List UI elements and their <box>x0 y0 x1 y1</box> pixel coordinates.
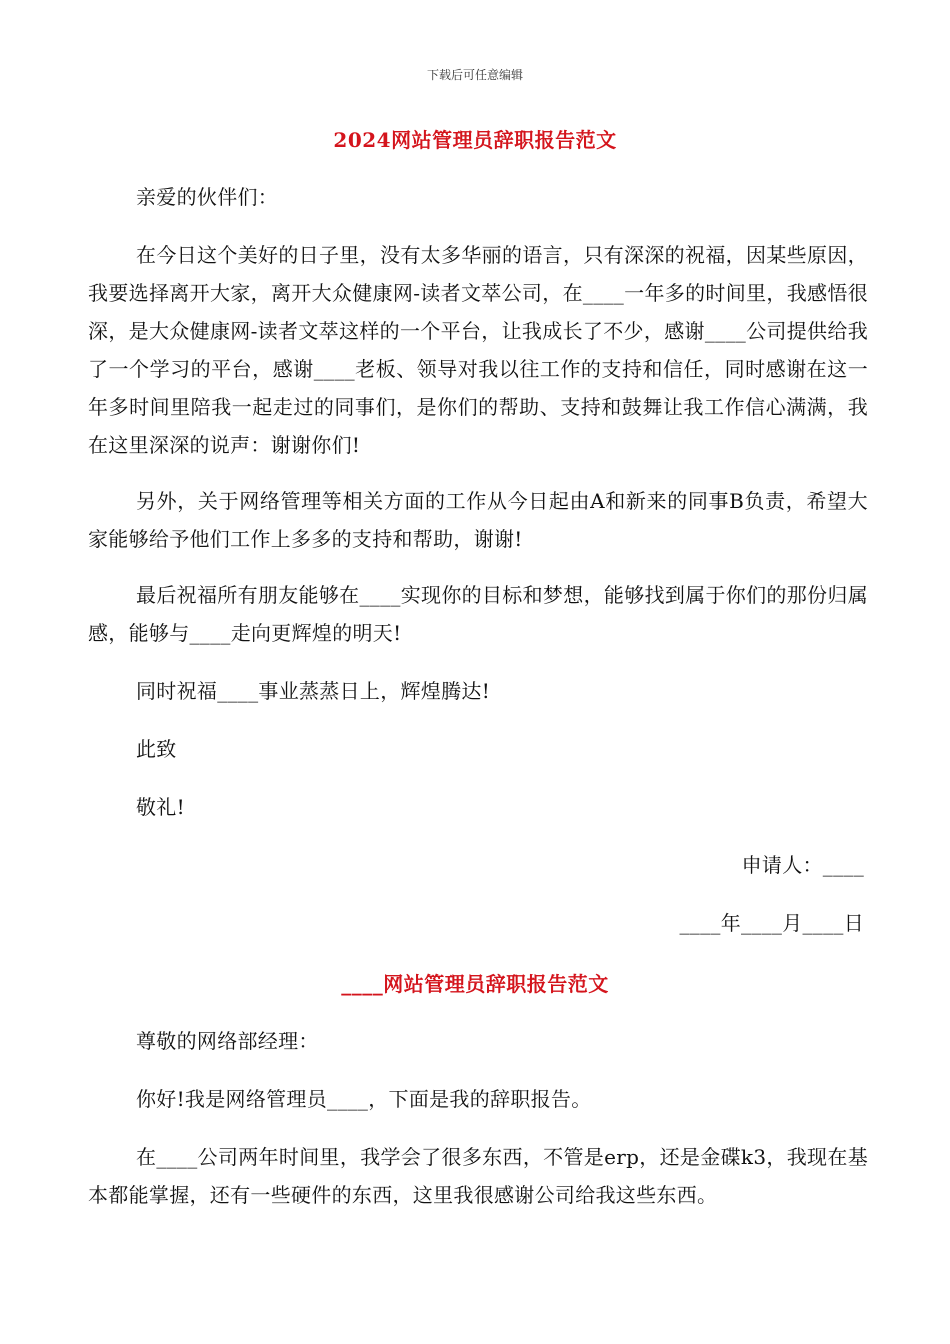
doc1-paragraph-2: 另外，关于网络管理等相关方面的工作从今日起由A和新来的同事B负责，希望大家能够给予他们工作上多多的支持和帮助，谢谢! <box>88 489 868 551</box>
doc1-paragraph-1: 在今日这个美好的日子里，没有太多华丽的语言，只有深深的祝福，因某些原因，我要选择离开大家，离开大众健康网-读者文萃公司，在____一年多的时间里，我感悟很深，是大众健康网-读者文萃这样的一个平台，让我成长了不少，感谢____公司提供给我了一个学习的平台，感谢____老板、领导对我以往工作的支持和信任，同时感谢在这一年多时间里陪我一起走过的同事们，是你们的帮助、支持和鼓舞让我工作信心满满，我在这里深深的说声：谢谢你们! <box>88 243 868 457</box>
header-note: 下载后可任意编辑 <box>426 68 523 82</box>
doc1-salutation: 亲爱的伙伴们： <box>136 185 279 209</box>
doc1-date: ____年____月____日 <box>679 911 864 935</box>
doc2-paragraph-1: 你好!我是网络管理员____，下面是我的辞职报告。 <box>136 1087 592 1111</box>
doc1-paragraph-3: 最后祝福所有朋友能够在____实现你的目标和梦想，能够找到属于你们的那份归属感，能够与____走向更辉煌的明天! <box>88 583 868 645</box>
doc1-applicant: 申请人：____ <box>741 853 864 877</box>
doc2-paragraph-2: 在____公司两年时间里，我学会了很多东西，不管是erp，还是金碟k3，我现在基本都能掌握，还有一些硬件的东西，这里我很感谢公司给我这些东西。 <box>88 1145 868 1207</box>
doc1-closing-2: 敬礼! <box>136 795 185 819</box>
doc1-paragraph-4: 同时祝福____事业蒸蒸日上，辉煌腾达! <box>136 679 491 703</box>
doc1-title: 2024网站管理员辞职报告范文 <box>333 128 617 152</box>
doc2-title: ____网站管理员辞职报告范文 <box>341 972 609 996</box>
doc1-closing-1: 此致 <box>136 737 177 761</box>
doc2-salutation: 尊敬的网络部经理： <box>136 1029 319 1053</box>
